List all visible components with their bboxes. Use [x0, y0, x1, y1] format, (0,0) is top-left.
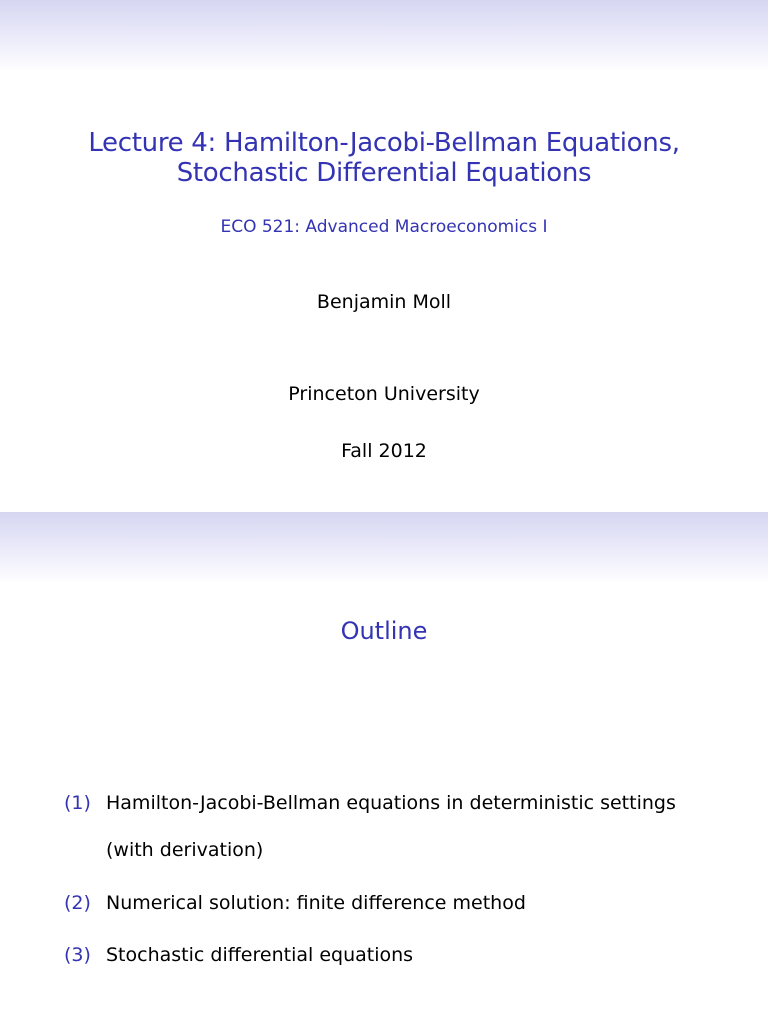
- lecture-date: Fall 2012: [341, 440, 427, 462]
- lecture-title-line-2: Stochastic Differential Equations: [176, 158, 592, 188]
- list-item-number: (3): [64, 944, 91, 966]
- lecture-title-line-1: Lecture 4: Hamilton-Jacobi-Bellman Equations,: [88, 128, 680, 158]
- outline-list: [64, 791, 744, 967]
- slide-header-band: [0, 512, 768, 584]
- list-item-continuation: (with derivation): [106, 839, 264, 861]
- list-item-number: (1): [64, 792, 91, 814]
- list-item-number: (2): [64, 892, 91, 914]
- list-item: [64, 943, 744, 967]
- lecture-title: [0, 128, 768, 188]
- list-item: [64, 791, 744, 862]
- list-item-text: Stochastic differential equations: [106, 944, 414, 966]
- list-item: [64, 891, 744, 915]
- list-item-text: Hamilton-Jacobi-Bellman equations in deterministic settings: [106, 792, 676, 814]
- slide-header-band: [0, 0, 768, 72]
- outline-slide: [0, 512, 768, 1024]
- course-subtitle: ECO 521: Advanced Macroeconomics I: [220, 217, 548, 237]
- frame-title: Outline: [340, 617, 428, 645]
- list-item-text: Numerical solution: finite difference method: [106, 892, 526, 914]
- author-name: Benjamin Moll: [316, 291, 452, 313]
- institute-name: Princeton University: [288, 383, 480, 405]
